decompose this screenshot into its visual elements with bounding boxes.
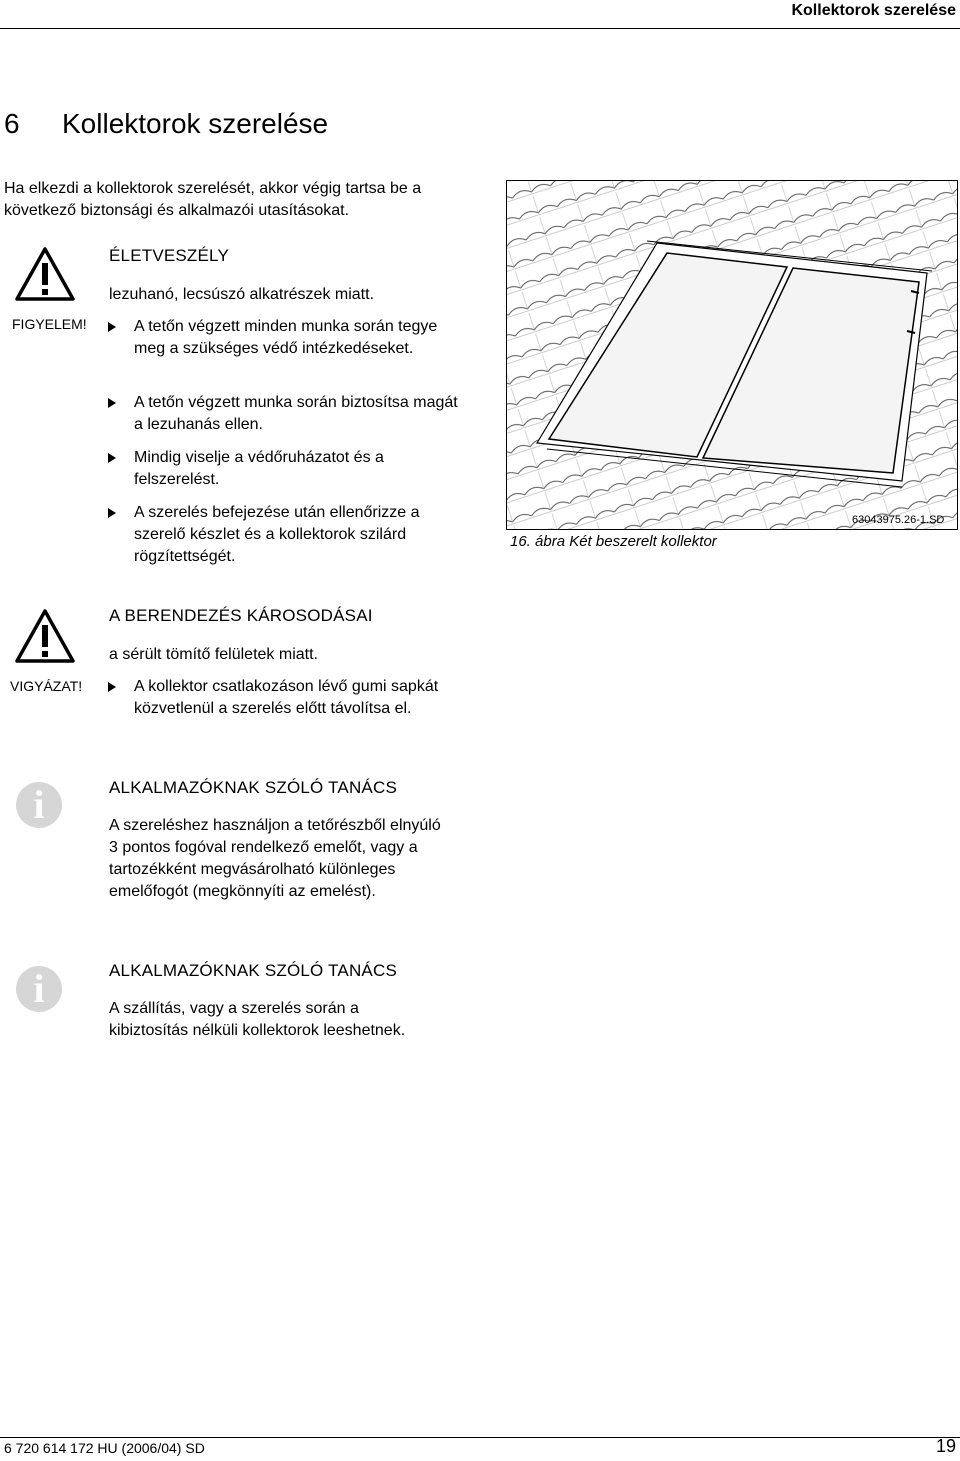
tip-heading: ALKALMAZÓKNAK SZÓLÓ TANÁCS — [109, 961, 397, 980]
figure-collectors-on-roof — [506, 180, 958, 530]
figure-caption: 16. ábra Két beszerelt kollektor — [510, 533, 717, 550]
chapter-title: Kollektorok szerelése — [62, 108, 329, 139]
tip-text: A szereléshez használjon a tetőrészből elnyúló 3 pontos fogóval rendelkező emelőt, vagy a tartozékként megvásárolható különleges emelőfogót (megkönnyíti az emelést). — [109, 817, 441, 900]
tip-text: A szállítás, vagy a szerelés során a kibiztosítás nélküli kollektorok leeshetnek. — [109, 1000, 406, 1039]
info-icon: i — [16, 782, 62, 828]
footer-divider — [0, 1437, 960, 1438]
signal-word-vigyazat: VIGYÁZAT! — [10, 678, 83, 694]
bullet-arrow-icon — [108, 682, 116, 692]
danger-bullet: A szerelés befejezése után ellenőrizze a szerelő készlet és a kollektorok szilárd rögzítettségét. — [134, 502, 464, 568]
bullet-arrow-icon — [108, 453, 116, 463]
warning-triangle-icon — [14, 608, 76, 664]
warning-triangle-icon — [14, 246, 76, 302]
caution-heading: A BERENDEZÉS KÁROSODÁSAI — [109, 606, 373, 625]
danger-bullet: A tetőn végzett minden munka során tegye meg a szükséges védő intézkedéseket. — [134, 316, 464, 360]
info-icon: i — [16, 966, 62, 1012]
danger-bullet: A tetőn végzett munka során biztosítsa magát a lezuhanás ellen. — [134, 392, 464, 436]
figure-code: 63043975.26-1.SD — [852, 514, 945, 526]
page-number: 19 — [935, 1436, 956, 1456]
signal-word-figyelem: FIGYELEM! — [12, 316, 87, 332]
bullet-arrow-icon — [108, 508, 116, 518]
header-title: Kollektorok szerelése — [791, 2, 956, 19]
footer-doc-id: 6 720 614 172 HU (2006/04) SD — [4, 1440, 205, 1456]
intro-paragraph: Ha elkezdi a kollektorok szerelését, akkor végig tartsa be a következő biztonsági és alkalmazói utasításokat. — [4, 180, 422, 219]
bullet-arrow-icon — [108, 398, 116, 408]
caution-bullet: A kollektor csatlakozáson lévő gumi sapkát közvetlenül a szerelés előtt távolítsa el. — [134, 676, 464, 720]
danger-bullet: Mindig viselje a védőruházatot és a felszerelést. — [134, 447, 464, 491]
chapter-number: 6 — [4, 108, 20, 139]
tip-heading: ALKALMAZÓKNAK SZÓLÓ TANÁCS — [109, 778, 397, 797]
danger-cause: lezuhanó, lecsúszó alkatrészek miatt. — [109, 286, 375, 303]
roof-collector-illustration — [507, 181, 958, 530]
bullet-arrow-icon — [108, 322, 116, 332]
caution-cause: a sérült tömítő felületek miatt. — [109, 646, 318, 663]
danger-heading: ÉLETVESZÉLY — [109, 246, 229, 265]
